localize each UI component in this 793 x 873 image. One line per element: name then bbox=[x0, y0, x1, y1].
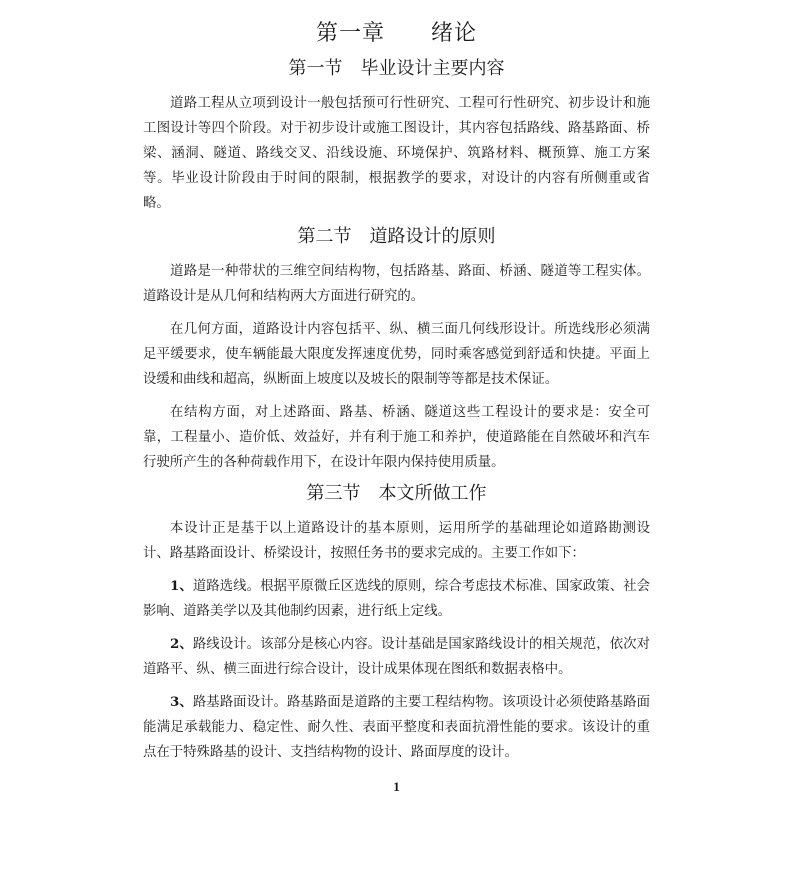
section-2-title: 第二节 道路设计的原则 bbox=[297, 226, 496, 247]
work-item-2-text: 路线设计。该部分是核心内容。设计基础是国家路线设计的相关规范，依次对道路平、纵、横三面进行综合设计，设计成果体现在图纸和数据表格中。 bbox=[143, 637, 650, 677]
work-item-2 bbox=[143, 632, 650, 682]
document-page bbox=[143, 18, 650, 765]
work-item-3-text: 路基路面设计。路基路面是道路的主要工程结构物。该项设计必须使路基路面能满足承载能力、稳定性、耐久性、表面平整度和表面抗滑性能的要求。该设计的重点在于特殊路基的设计、支挡结构物的设计、路面厚度的设计。 bbox=[143, 695, 650, 760]
section-2-paragraph-2: 在几何方面，道路设计内容包括平、纵、横三面几何线形设计。所选线形必须满足平缓要求，使车辆能最大限度发挥速度优势，同时乘客感觉到舒适和快捷。平面上设缓和曲线和超高，纵断面上坡度以及坡长的限制等等都是技术保证。 bbox=[143, 322, 650, 387]
section-2-paragraph-1: 道路是一种带状的三维空间结构物，包括路基、路面、桥涵、隧道等工程实体。道路设计是从几何和结构两大方面进行研究的。 bbox=[143, 264, 650, 304]
work-item-3 bbox=[143, 690, 650, 765]
work-item-3-number: 3、 bbox=[170, 694, 193, 710]
work-item-1-number: 1、 bbox=[170, 578, 193, 594]
chapter-title: 第一章 绪论 bbox=[315, 21, 477, 46]
section-3-title: 第三节 本文所做工作 bbox=[306, 483, 487, 504]
section-1-title: 第一节 毕业设计主要内容 bbox=[288, 58, 505, 79]
section-3-intro: 本设计正是基于以上道路设计的基本原则，运用所学的基础理论如道路勘测设计、路基路面设计、桥梁设计，按照任务书的要求完成的。主要工作如下： bbox=[143, 521, 650, 561]
work-item-1-text: 道路选线。根据平原微丘区选线的原则，综合考虑技术标准、国家政策、社会影响、道路美学以及其他制约因素，进行纸上定线。 bbox=[143, 579, 650, 619]
section-2-paragraph-3: 在结构方面，对上述路面、路基、桥涵、隧道这些工程设计的要求是：安全可靠，工程量小、造价低、效益好，并有利于施工和养护，使道路能在自然破坏和汽车行驶所产生的各种荷载作用下，在设计年限内保持使用质量。 bbox=[143, 405, 650, 470]
page-number: 1 bbox=[393, 779, 400, 794]
work-item-2-number: 2、 bbox=[170, 636, 193, 652]
work-item-1 bbox=[143, 574, 650, 624]
section-1-paragraph-1: 道路工程从立项到设计一般包括预可行性研究、工程可行性研究、初步设计和施工图设计等四个阶段。对于初步设计或施工图设计，其内容包括路线、路基路面、桥梁、涵洞、隧道、路线交叉、沿线设施、环境保护、筑路材料、概预算、施工方案等。毕业设计阶段由于时间的限制，根据教学的要求，对设计的内容有所侧重或省略。 bbox=[143, 96, 650, 211]
